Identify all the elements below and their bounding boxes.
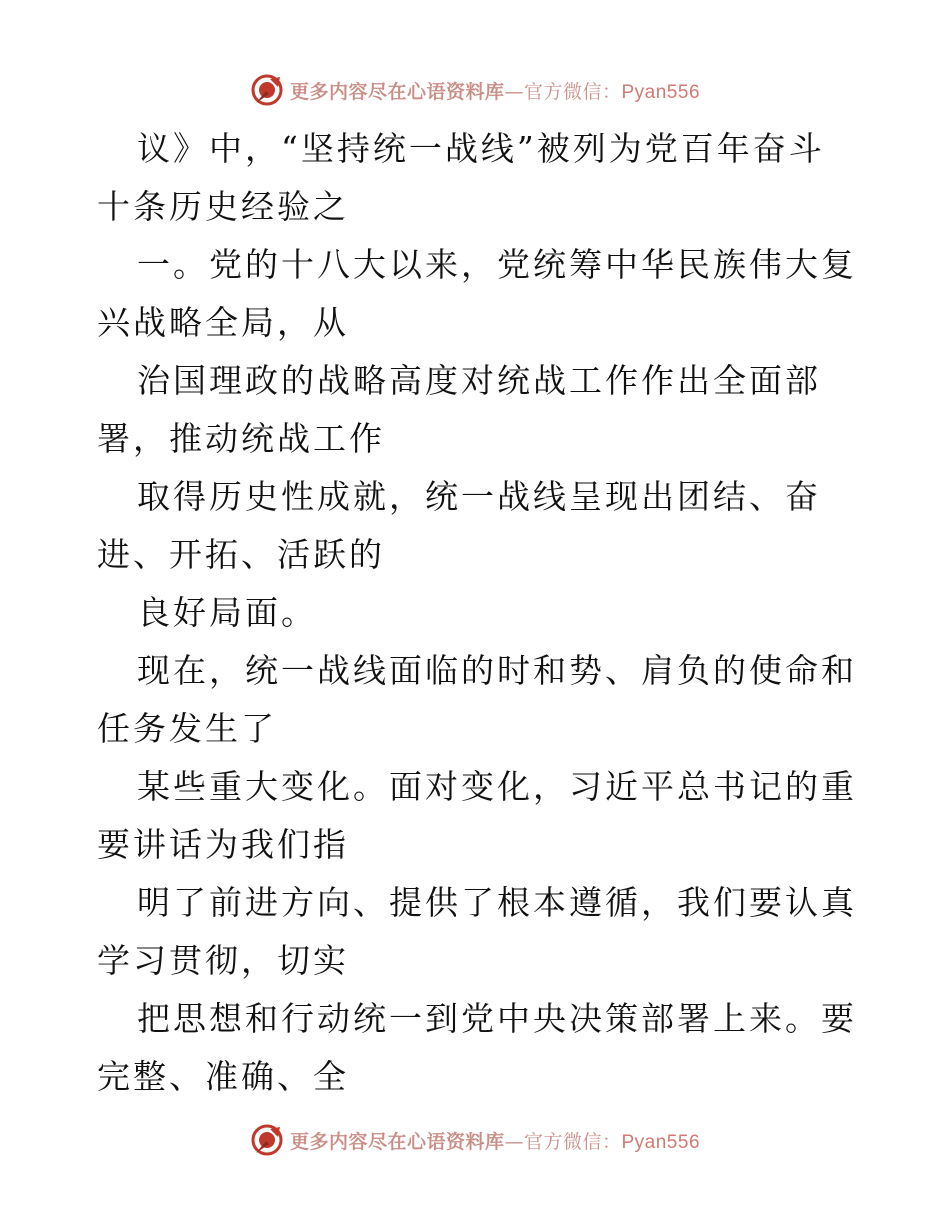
paragraph: 一。党的十八大以来，党统筹中华民族伟大复兴战略全局，从 xyxy=(97,245,857,342)
pen-logo-icon xyxy=(250,1123,284,1157)
document-body xyxy=(97,120,857,1106)
watermark-brand: 更多内容尽在心语资料库 xyxy=(289,1130,505,1153)
watermark-text xyxy=(290,77,700,104)
paragraph: 明了前进方向、提供了根本遵循，我们要认真学习贯彻，切实 xyxy=(97,883,857,980)
paragraph: 议》中，“坚持统一战线”被列为党百年奋斗十条历史经验之 xyxy=(97,129,825,226)
watermark-text xyxy=(290,1127,700,1154)
watermark-account: Pyan556 xyxy=(621,81,701,103)
header-watermark xyxy=(0,70,950,110)
pen-logo-icon xyxy=(250,73,284,107)
watermark-separator: —官方微信： xyxy=(504,1130,622,1153)
paragraph: 某些重大变化。面对变化，习近平总书记的重要讲话为我们指 xyxy=(97,767,857,864)
paragraph: 治国理政的战略高度对统战工作作出全面部署，推动统战工作 xyxy=(97,361,821,458)
watermark-account: Pyan556 xyxy=(621,1131,701,1153)
watermark-brand: 更多内容尽在心语资料库 xyxy=(289,80,505,103)
paragraph: 现在，统一战线面临的时和势、肩负的使命和任务发生了 xyxy=(97,651,857,748)
watermark-separator: —官方微信： xyxy=(504,80,622,103)
paragraph: 良好局面。 xyxy=(137,593,317,632)
paragraph: 把思想和行动统一到党中央决策部署上来。要完整、准确、全 xyxy=(97,999,857,1096)
paragraph: 取得历史性成就，统一战线呈现出团结、奋进、开拓、活跃的 xyxy=(97,477,821,574)
footer-watermark xyxy=(0,1120,950,1160)
